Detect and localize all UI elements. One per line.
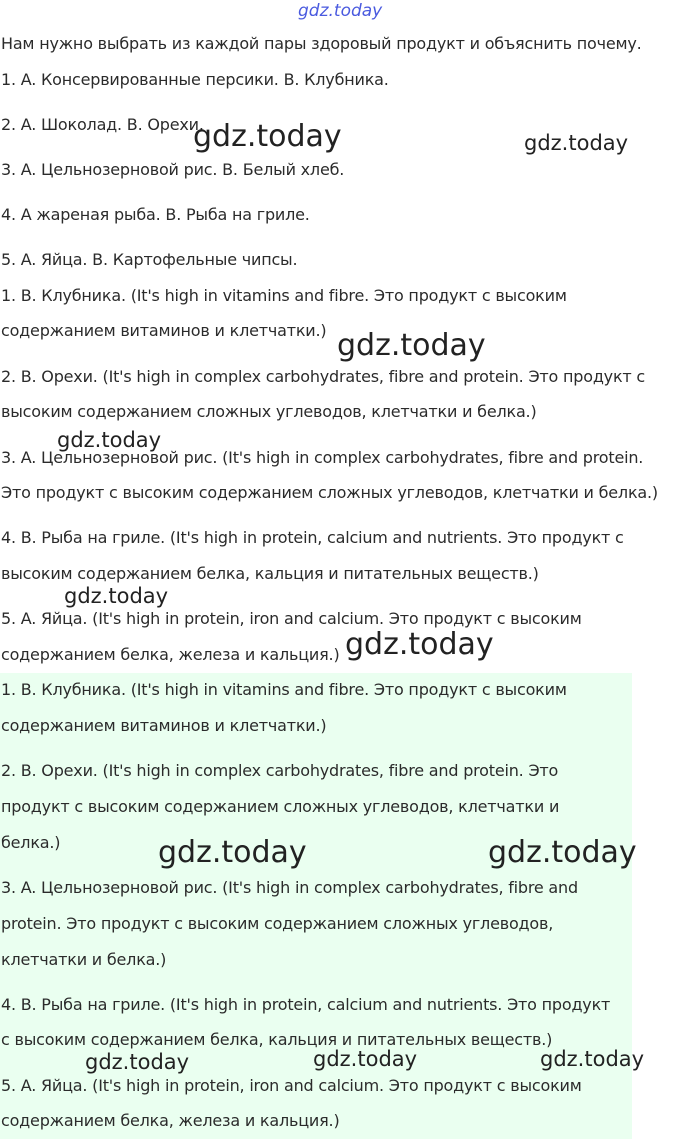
watermark: gdz.today [488, 835, 637, 870]
watermark: gdz.today [540, 1047, 645, 1071]
answer-alt-5-line-1: 5. A. Яйца. (It's high in protein, iron and calcium. Это продукт с высоким [1, 1076, 582, 1095]
watermark: gdz.today [337, 328, 486, 363]
answer-5-line-2: содержанием белка, железа и кальция.) [1, 645, 340, 664]
answer-1-line-2: содержанием витаминов и клетчатки.) [1, 321, 327, 340]
answer-alt-3-line-3: клетчатки и белка.) [1, 950, 167, 969]
answer-alt-2-line-1: 2. B. Орехи. (It's high in complex carbohydrates, fibre and protein. Это [1, 761, 559, 780]
watermark: gdz.today [524, 131, 629, 155]
pair-2: 2. A. Шоколад. B. Орехи. [1, 115, 204, 134]
watermark: gdz.today [345, 627, 494, 662]
pair-3: 3. A. Цельнозерновой рис. B. Белый хлеб. [1, 160, 345, 179]
pair-4: 4. A жареная рыба. B. Рыба на гриле. [1, 205, 310, 224]
answer-alt-4-line-2: с высоким содержанием белка, кальция и питательных веществ.) [1, 1030, 553, 1049]
task-intro: Нам нужно выбрать из каждой пары здоровый продукт и объяснить почему. [1, 34, 642, 53]
watermark-header: gdz.today [298, 1, 383, 21]
answer-4-line-2: высоким содержанием белка, кальция и питательных веществ.) [1, 564, 539, 583]
answer-3-line-2: Это продукт с высоким содержанием сложных углеводов, клетчатки и белка.) [1, 483, 658, 502]
watermark: gdz.today [64, 584, 169, 608]
answer-alt-3-line-1: 3. A. Цельнозерновой рис. (It's high in complex carbohydrates, fibre and [1, 878, 578, 897]
answer-alt-2-line-3: белка.) [1, 833, 61, 852]
answer-2-line-2: высоким содержанием сложных углеводов, клетчатки и белка.) [1, 402, 537, 421]
pair-5: 5. A. Яйца. B. Картофельные чипсы. [1, 250, 298, 269]
answer-4-line-1: 4. B. Рыба на гриле. (It's high in protein, calcium and nutrients. Это продукт с [1, 528, 624, 547]
answer-3-line-1: 3. A. Цельнозерновой рис. (It's high in complex carbohydrates, fibre and protein. [1, 448, 644, 467]
answer-alt-1-line-2: содержанием витаминов и клетчатки.) [1, 716, 327, 735]
answer-5-line-1: 5. A. Яйца. (It's high in protein, iron and calcium. Это продукт с высоким [1, 609, 582, 628]
answer-alt-1-line-1: 1. B. Клубника. (It's high in vitamins and fibre. Это продукт с высоким [1, 680, 567, 699]
answer-1-line-1: 1. B. Клубника. (It's high in vitamins and fibre. Это продукт с высоким [1, 286, 567, 305]
answer-alt-5-line-2: содержанием белка, железа и кальция.) [1, 1111, 340, 1130]
answer-2-line-1: 2. B. Орехи. (It's high in complex carbohydrates, fibre and protein. Это продукт с [1, 367, 646, 386]
watermark: gdz.today [193, 119, 342, 154]
pair-1: 1. A. Консервированные персики. B. Клубника. [1, 70, 389, 89]
watermark: gdz.today [85, 1050, 190, 1074]
watermark: gdz.today [313, 1047, 418, 1071]
answer-alt-2-line-2: продукт с высоким содержанием сложных углеводов, клетчатки и [1, 797, 560, 816]
watermark: gdz.today [158, 835, 307, 870]
answer-alt-3-line-2: protein. Это продукт с высоким содержанием сложных углеводов, [1, 914, 554, 933]
watermark: gdz.today [57, 428, 162, 452]
answer-alt-4-line-1: 4. B. Рыба на гриле. (It's high in protein, calcium and nutrients. Это продукт [1, 995, 611, 1014]
